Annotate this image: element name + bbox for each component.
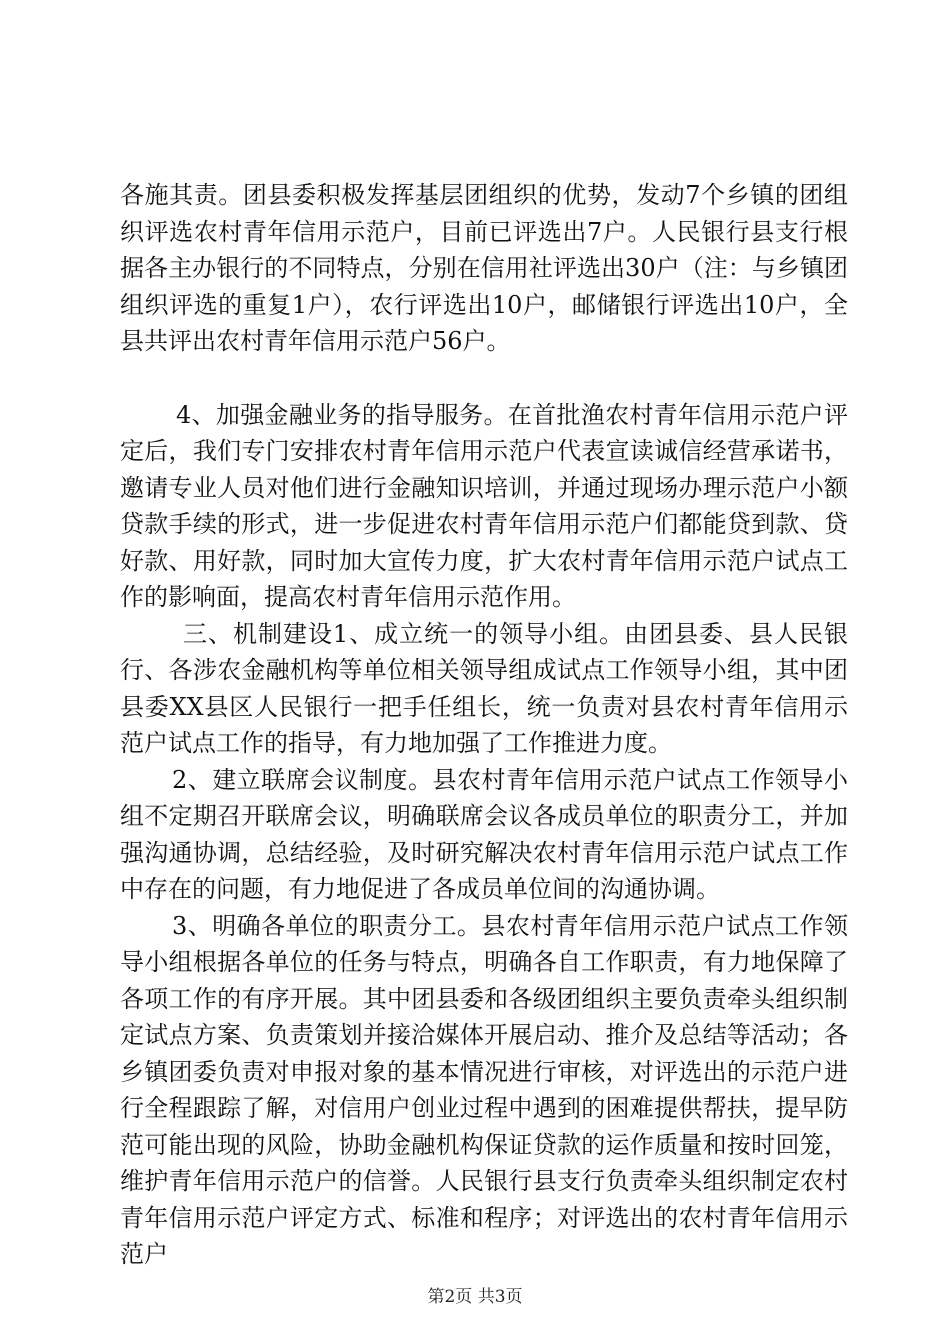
page-number: 第2页 共3页 [427, 1287, 523, 1307]
paragraph-financial-guidance: 4、加强金融业务的指导服务。在首批渔农村青年信用示范户评定后，我们专门安排农村青年信用示范户代表宣读诚信经营承诺书，邀请专业人员对他们进行金融知识培训，并通过现场办理示范户小额贷款手续的形式，进一步促进农村青年信用示范户们都能贷到款、贷好款、用好款，同时加大宣传力度，扩大农村青年信用示范户试点工作的影响面，提高农村青年信用示范作用。 [120, 400, 848, 611]
paragraph-leading-group: 三、机制建设1、成立统一的领导小组。由团县委、县人民银行、各涉农金融机构等单位相关领导组成试点工作领导小组，其中团县委XX县区人民银行一把手任组长，统一负责对县农村青年信用示范户试点工作的指导，有力地加强了工作推进力度。 [120, 619, 848, 757]
document-body [120, 177, 848, 1273]
paragraph-intro: 各施其责。团县委积极发挥基层团组织的优势，发动7个乡镇的团组织评选农村青年信用示范户，目前已评选出7户。人民银行县支行根据各主办银行的不同特点，分别在信用社评选出30户（注：与乡镇团组织评选的重复1户），农行评选出10户，邮储银行评选出10户，全县共评出农村青年信用示范户56户。 [120, 181, 848, 355]
paragraph-joint-meeting: 2、建立联席会议制度。县农村青年信用示范户试点工作领导小组不定期召开联席会议，明确联席会议各成员单位的职责分工，并加强沟通协调，总结经验，及时研究解决农村青年信用示范户试点工作中存在的问题，有力地促进了各成员单位间的沟通协调。 [120, 765, 848, 903]
paragraph-responsibilities: 3、明确各单位的职责分工。县农村青年信用示范户试点工作领导小组根据各单位的任务与特点，明确各自工作职责，有力地保障了各项工作的有序开展。其中团县委和各级团组织主要负责牵头组织制定试点方案、负责策划并接洽媒体开展启动、推介及总结等活动；各乡镇团委负责对申报对象的基本情况进行审核，对评选出的示范户进行全程跟踪了解，对信用户创业过程中遇到的困难提供帮扶，提早防范可能出现的风险，协助金融机构保证贷款的运作质量和按时回笼，维护青年信用示范户的信誉。人民银行县支行负责牵头组织制定农村青年信用示范户评定方式、标准和程序；对评选出的农村青年信用示范户 [120, 911, 848, 1268]
page-footer [0, 1282, 950, 1307]
